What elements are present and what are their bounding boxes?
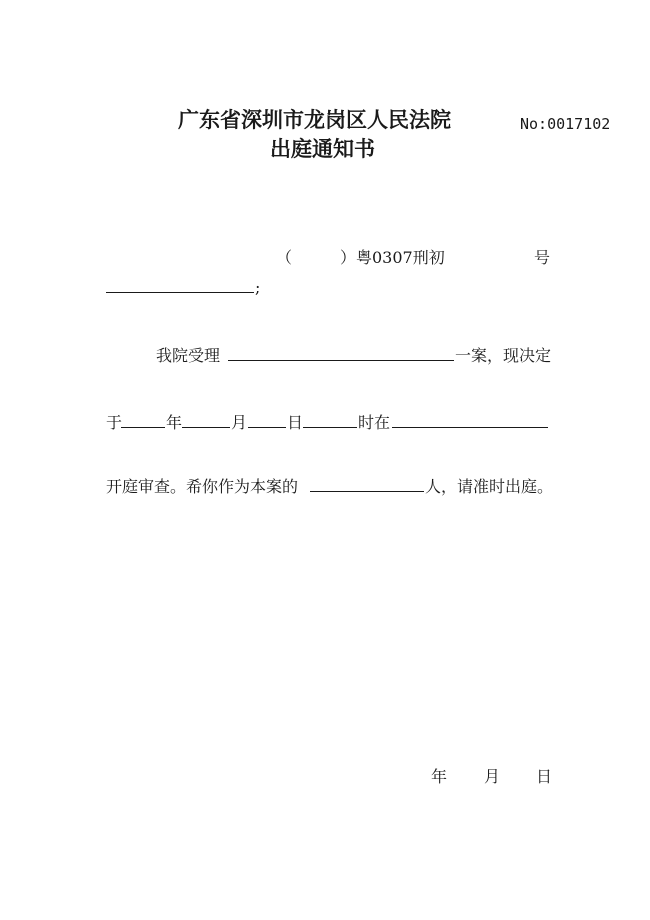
body-line2-month: 月 xyxy=(231,413,248,432)
body-line2-day: 日 xyxy=(287,413,304,432)
body-line3-start: 开庭审查。希你作为本案的 xyxy=(106,477,299,496)
day-blank xyxy=(248,427,286,428)
signature-year: 年 xyxy=(431,767,448,786)
hour-blank xyxy=(303,427,357,428)
serial-number: No:0017102 xyxy=(520,115,611,133)
body-line2-yu: 于 xyxy=(106,413,123,432)
case-name-blank xyxy=(228,360,454,361)
case-number-open-paren: （ xyxy=(276,248,293,267)
signature-day: 日 xyxy=(536,767,553,786)
court-name: 广东省深圳市龙岗区人民法院 xyxy=(178,107,451,132)
body-line2-year: 年 xyxy=(166,413,183,432)
addressee-colon: ; xyxy=(255,278,261,297)
month-blank xyxy=(182,427,230,428)
body-line1-start: 我院受理 xyxy=(156,346,221,365)
body-line3-end: 人，请准时出庭。 xyxy=(425,477,554,496)
location-blank xyxy=(392,427,548,428)
case-number-suffix: 号 xyxy=(534,248,551,267)
case-number-text: ）粤0307刑初 xyxy=(340,248,445,267)
role-blank xyxy=(310,491,424,492)
year-blank xyxy=(121,427,165,428)
body-line1-end: 一案，现决定 xyxy=(455,346,552,365)
addressee-blank xyxy=(106,292,254,293)
document-title: 出庭通知书 xyxy=(270,136,375,161)
signature-month: 月 xyxy=(484,767,501,786)
body-line2-time: 时在 xyxy=(358,413,391,432)
